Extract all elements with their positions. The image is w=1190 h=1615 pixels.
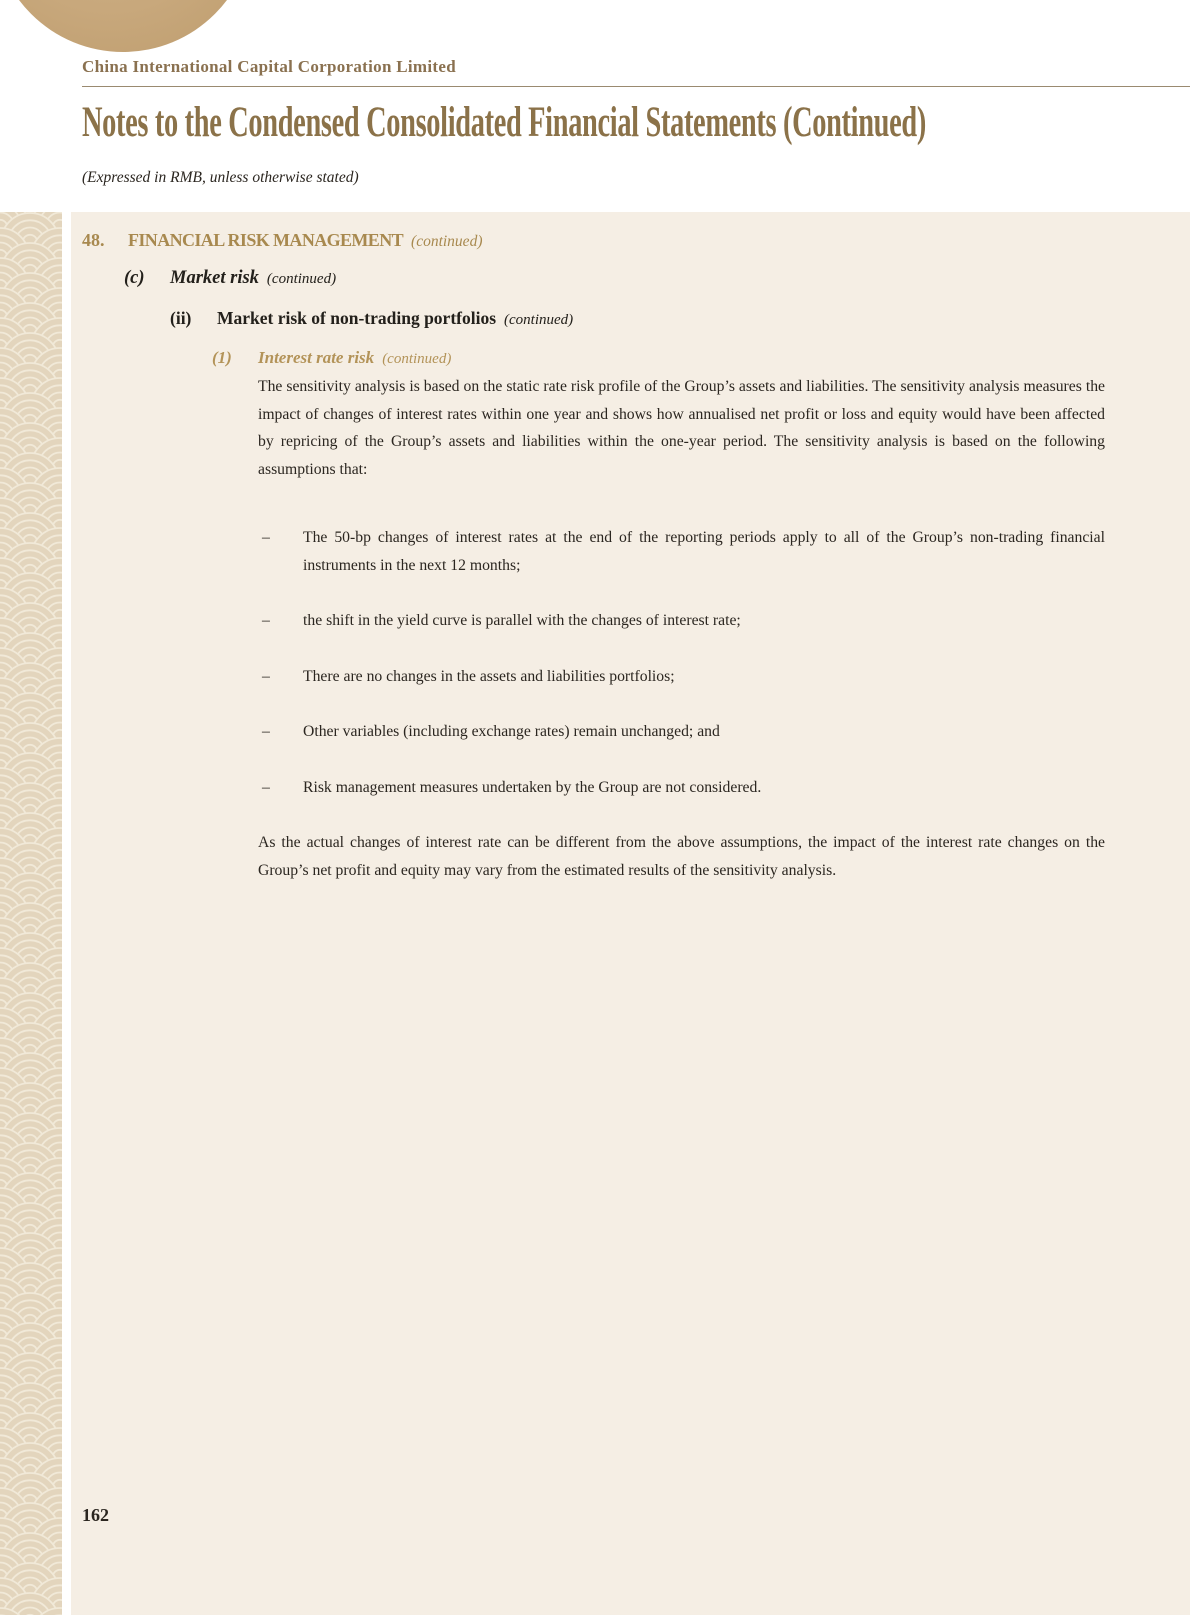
- page-title: [82, 99, 1190, 147]
- bullet-dash: –: [262, 778, 270, 796]
- bullet-text: The 50-bp changes of interest rates at the end of the reporting periods apply to all of the Group’s non-trading financial instruments in the next 12 months;: [303, 529, 1105, 574]
- subsection-1-continued: (continued): [382, 351, 452, 367]
- content-panel: [71, 212, 1190, 1615]
- section-continued: (continued): [411, 233, 483, 250]
- body-text-column: [258, 373, 1105, 884]
- bullet-dash: –: [262, 667, 270, 685]
- header-divider: [82, 86, 1190, 87]
- subsection-1-label: (1): [212, 348, 232, 367]
- section-title: FINANCIAL RISK MANAGEMENT: [128, 230, 404, 250]
- subsection-1-heading: [212, 347, 451, 370]
- intro-paragraph: The sensitivity analysis is based on the static rate risk profile of the Group’s assets and liabilities. The sensitivity analysis measures the impact of changes of interest rates within one year and shows how annualised net profit or loss and equity would have been affected by repricing of the Group’s assets and liabilities within the one-year period. The sensitivity analysis is based on the following assumptions that:: [258, 378, 1105, 478]
- subsection-c-heading: [124, 267, 336, 290]
- seigaiha-pattern-band: [0, 212, 62, 1615]
- subsection-1-title: Interest rate risk: [258, 348, 375, 367]
- bullet-dash: –: [262, 723, 270, 740]
- section-48-heading: [82, 229, 482, 253]
- closing-paragraph: As the actual changes of interest rate can be different from the above assumptions, the impact of the interest rate changes on the Group’s net profit and equity may vary from the estimated results of the sensitivity analysis.: [258, 834, 1105, 879]
- bullet-text: Risk management measures undertaken by the Group are not considered.: [303, 778, 762, 796]
- section-number: 48.: [82, 230, 105, 250]
- bullet-text: the shift in the yield curve is parallel with the changes of interest rate;: [303, 612, 741, 629]
- list-item: [258, 663, 1105, 691]
- list-item: [258, 718, 1105, 746]
- list-item: [258, 524, 1105, 579]
- company-name: China International Capital Corporation Limited: [82, 57, 456, 76]
- list-item: [258, 774, 1105, 802]
- bullet-dash: –: [262, 612, 270, 629]
- currency-note: (Expressed in RMB, unless otherwise stated): [82, 169, 359, 186]
- bullet-text: There are no changes in the assets and liabilities portfolios;: [303, 667, 675, 685]
- subsection-ii-label: (ii): [170, 308, 192, 328]
- page-number: 162: [82, 1505, 109, 1525]
- page-title-text: Notes to the Condensed Consolidated Financial Statements (Continued): [82, 99, 926, 146]
- bullet-dash: –: [262, 529, 270, 546]
- list-item: [258, 607, 1105, 635]
- bullet-text: Other variables (including exchange rates) remain unchanged; and: [303, 723, 720, 740]
- subsection-c-continued: (continued): [266, 271, 337, 287]
- company-logo-circle: [0, 0, 253, 52]
- subsection-c-title: Market risk: [170, 268, 259, 288]
- subsection-ii-heading: [170, 307, 573, 331]
- subsection-ii-title: Market risk of non-trading portfolios: [217, 308, 497, 328]
- subsection-c-label: (c): [124, 268, 145, 288]
- subsection-ii-continued: (continued): [504, 312, 574, 328]
